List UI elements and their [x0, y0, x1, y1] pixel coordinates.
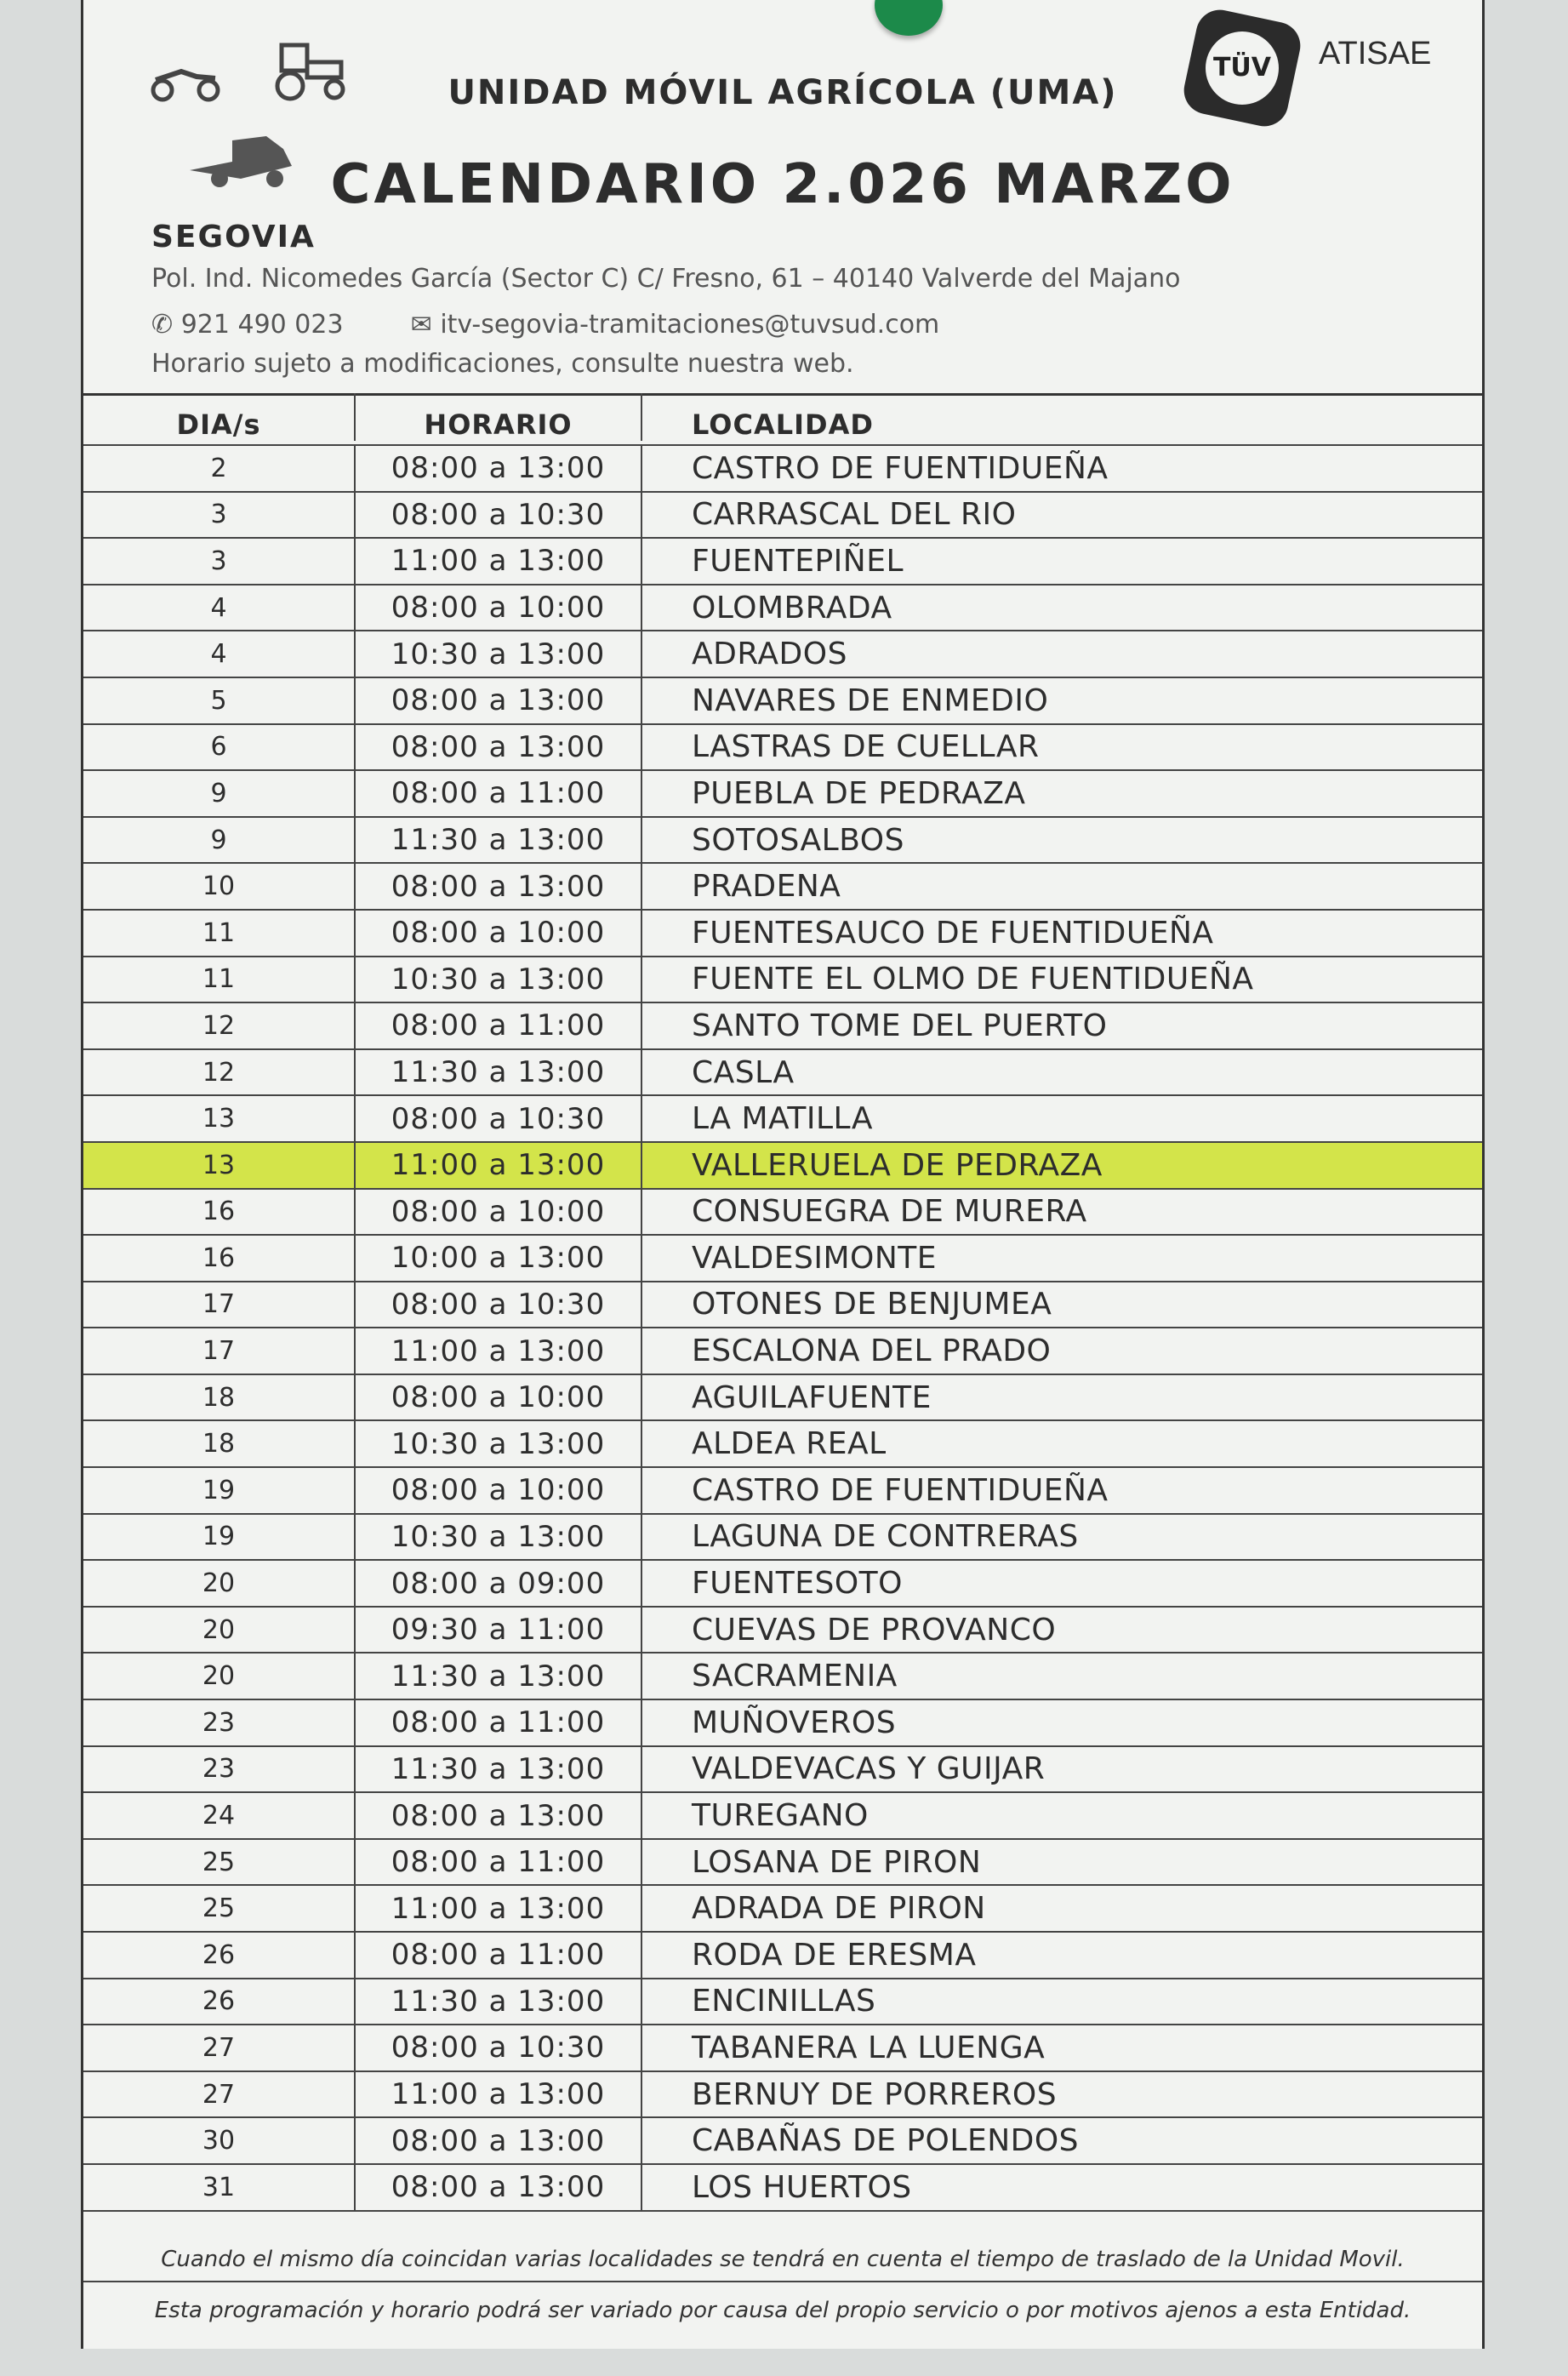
table-row — [83, 2165, 1482, 2212]
cell-horario: 08:00 a 10:30 — [356, 2025, 642, 2070]
cell-dia: 9 — [83, 771, 356, 816]
table-header — [83, 393, 1482, 446]
cell-horario: 08:00 a 10:00 — [356, 1190, 642, 1235]
unit-title: UNIDAD MÓVIL AGRÍCOLA (UMA) — [448, 73, 1118, 112]
cell-dia: 27 — [83, 2025, 356, 2070]
city-name: SEGOVIA — [151, 220, 316, 254]
cell-localidad: LOS HUERTOS — [692, 2169, 912, 2205]
schedule-table — [83, 393, 1482, 2212]
column-header-dia: DIA/s — [83, 393, 356, 441]
cell-dia: 25 — [83, 1886, 356, 1931]
cell-horario: 08:00 a 10:30 — [356, 1282, 642, 1328]
cell-dia: 3 — [83, 539, 356, 584]
cell-localidad: CASTRO DE FUENTIDUEÑA — [692, 1472, 1109, 1508]
footer-note-1: Cuando el mismo día coincidan varias localidades se tendrá en cuenta el tiempo de traslado de la Unidad Movil. — [161, 2247, 1405, 2272]
cell-horario: 08:00 a 10:00 — [356, 585, 642, 631]
calendar-title: CALENDARIO 2.026 MARZO — [330, 153, 1235, 216]
cell-horario: 08:00 a 10:30 — [356, 493, 642, 538]
cell-dia: 11 — [83, 957, 356, 1002]
cell-dia: 20 — [83, 1608, 356, 1653]
cell-dia: 26 — [83, 1933, 356, 1978]
cell-dia: 10 — [83, 864, 356, 909]
calendar-sheet — [81, 0, 1485, 2349]
cell-dia: 16 — [83, 1190, 356, 1235]
cell-dia: 31 — [83, 2165, 356, 2210]
cell-horario: 10:00 a 13:00 — [356, 1236, 642, 1281]
cell-horario: 11:30 a 13:00 — [356, 818, 642, 863]
phone-number: 921 490 023 — [180, 310, 344, 340]
cell-localidad: SACRAMENIA — [692, 1659, 898, 1694]
footer-divider — [83, 2281, 1482, 2282]
table-row — [83, 446, 1482, 493]
column-header-horario: HORARIO — [356, 393, 642, 441]
cell-horario: 10:30 a 13:00 — [356, 957, 642, 1002]
cell-dia: 24 — [83, 1793, 356, 1838]
mail-icon: ✉ — [410, 310, 432, 340]
table-body — [83, 446, 1482, 2212]
cell-localidad: MUÑOVEROS — [692, 1705, 897, 1740]
cell-dia: 19 — [83, 1468, 356, 1513]
cell-horario: 11:30 a 13:00 — [356, 1979, 642, 2025]
cell-localidad: VALDEVACAS Y GUIJAR — [692, 1751, 1046, 1787]
cell-horario: 10:30 a 13:00 — [356, 1515, 642, 1560]
phone-icon: ✆ — [151, 310, 174, 340]
tuv-logo — [1179, 5, 1304, 130]
cell-localidad: CABAÑAS DE POLENDOS — [692, 2123, 1080, 2159]
cell-localidad: CUEVAS DE PROVANCO — [692, 1612, 1057, 1648]
cell-horario: 08:00 a 13:00 — [356, 678, 642, 723]
cell-dia: 13 — [83, 1143, 356, 1188]
cell-horario: 08:00 a 11:00 — [356, 1933, 642, 1978]
cell-localidad: VALDESIMONTE — [692, 1240, 938, 1276]
cell-localidad: ENCINILLAS — [692, 1984, 876, 2019]
cell-dia: 3 — [83, 493, 356, 538]
cell-horario: 11:00 a 13:00 — [356, 1143, 642, 1188]
table-row — [83, 1933, 1482, 1979]
cell-localidad: LAGUNA DE CONTRERAS — [692, 1519, 1079, 1555]
cell-localidad: TUREGANO — [692, 1798, 869, 1834]
partner-name: ATISAE — [1319, 36, 1432, 71]
cell-horario: 08:00 a 13:00 — [356, 725, 642, 770]
header — [83, 0, 1482, 396]
cell-localidad: FUENTE EL OLMO DE FUENTIDUEÑA — [692, 962, 1254, 997]
table-row — [83, 1979, 1482, 2026]
table-row — [83, 1608, 1482, 1654]
cell-horario: 08:00 a 10:30 — [356, 1096, 642, 1141]
cell-localidad: ADRADA DE PIRON — [692, 1891, 986, 1927]
cell-dia: 18 — [83, 1375, 356, 1420]
table-row — [83, 2072, 1482, 2119]
cell-dia: 23 — [83, 1747, 356, 1792]
cell-horario: 08:00 a 10:00 — [356, 1375, 642, 1420]
cell-dia: 20 — [83, 1561, 356, 1606]
cell-dia: 9 — [83, 818, 356, 863]
table-row — [83, 957, 1482, 1004]
address: Pol. Ind. Nicomedes García (Sector C) C/ Fresno, 61 – 40140 Valverde del Majano — [151, 264, 1181, 294]
cell-dia: 6 — [83, 725, 356, 770]
cell-horario: 08:00 a 10:00 — [356, 911, 642, 956]
cell-horario: 08:00 a 13:00 — [356, 446, 642, 491]
cell-localidad: RODA DE ERESMA — [692, 1937, 977, 1973]
cell-dia: 5 — [83, 678, 356, 723]
table-row — [83, 864, 1482, 911]
cell-horario: 08:00 a 11:00 — [356, 771, 642, 816]
table-row — [83, 2118, 1482, 2165]
cell-localidad: BERNUY DE PORREROS — [692, 2076, 1058, 2112]
cell-horario: 08:00 a 11:00 — [356, 1840, 642, 1885]
cell-horario: 10:30 a 13:00 — [356, 1421, 642, 1466]
cell-dia: 4 — [83, 585, 356, 631]
table-row — [83, 1747, 1482, 1794]
table-row — [83, 1561, 1482, 1608]
cell-dia: 23 — [83, 1700, 356, 1745]
cell-horario: 08:00 a 11:00 — [356, 1003, 642, 1048]
cell-horario: 08:00 a 09:00 — [356, 1561, 642, 1606]
cell-dia: 13 — [83, 1096, 356, 1141]
table-row — [83, 1468, 1482, 1515]
cell-dia: 11 — [83, 911, 356, 956]
cell-localidad: FUENTESAUCO DE FUENTIDUEÑA — [692, 915, 1214, 951]
cell-dia: 27 — [83, 2072, 356, 2117]
cell-localidad: OTONES DE BENJUMEA — [692, 1287, 1052, 1322]
cell-dia: 26 — [83, 1979, 356, 2025]
cell-dia: 2 — [83, 446, 356, 491]
table-row — [83, 1700, 1482, 1747]
cell-dia: 4 — [83, 631, 356, 677]
table-row — [83, 725, 1482, 772]
cell-localidad: LA MATILLA — [692, 1101, 874, 1137]
cell-localidad: LOSANA DE PIRON — [692, 1844, 982, 1880]
email-address: itv-segovia-tramitaciones@tuvsud.com — [440, 310, 940, 340]
contact-line — [151, 310, 939, 340]
cell-horario: 11:00 a 13:00 — [356, 1328, 642, 1374]
schedule-note: Horario sujeto a modificaciones, consulte nuestra web. — [151, 349, 854, 379]
cell-horario: 08:00 a 10:00 — [356, 1468, 642, 1513]
cell-dia: 12 — [83, 1050, 356, 1095]
footer-note-2: Esta programación y horario podrá ser variado por causa del propio servicio o por motivos ajenos a esta Entidad. — [154, 2298, 1411, 2323]
cell-dia: 12 — [83, 1003, 356, 1048]
cell-horario: 10:30 a 13:00 — [356, 631, 642, 677]
cell-localidad: ESCALONA DEL PRADO — [692, 1334, 1052, 1369]
table-row — [83, 1236, 1482, 1282]
cell-horario: 11:30 a 13:00 — [356, 1050, 642, 1095]
table-row — [83, 1515, 1482, 1562]
cell-horario: 08:00 a 13:00 — [356, 1793, 642, 1838]
cell-dia: 18 — [83, 1421, 356, 1466]
cell-localidad: CARRASCAL DEL RIO — [692, 497, 1017, 533]
table-row — [83, 1328, 1482, 1375]
cell-localidad: SOTOSALBOS — [692, 822, 904, 858]
cell-horario: 11:00 a 13:00 — [356, 2072, 642, 2117]
cell-localidad: TABANERA LA LUENGA — [692, 2030, 1046, 2065]
table-row — [83, 1793, 1482, 1840]
table-row — [83, 2025, 1482, 2072]
cell-localidad: LASTRAS DE CUELLAR — [692, 729, 1040, 765]
cell-localidad: FUENTESOTO — [692, 1566, 903, 1602]
cell-localidad: ALDEA REAL — [692, 1426, 887, 1462]
cell-dia: 30 — [83, 2118, 356, 2163]
cell-dia: 20 — [83, 1653, 356, 1699]
table-row — [83, 771, 1482, 818]
cell-horario: 11:00 a 13:00 — [356, 539, 642, 584]
table-row — [83, 1282, 1482, 1329]
cell-dia: 25 — [83, 1840, 356, 1885]
table-row — [83, 1096, 1482, 1143]
table-row — [83, 1886, 1482, 1933]
table-row — [83, 493, 1482, 540]
table-row — [83, 1375, 1482, 1422]
cell-horario: 11:30 a 13:00 — [356, 1747, 642, 1792]
table-row — [83, 1653, 1482, 1700]
table-row — [83, 539, 1482, 585]
cell-horario: 09:30 a 11:00 — [356, 1608, 642, 1653]
column-header-localidad: LOCALIDAD — [692, 408, 874, 441]
cell-localidad: CASTRO DE FUENTIDUEÑA — [692, 450, 1109, 486]
cell-localidad: CONSUEGRA DE MURERA — [692, 1194, 1087, 1230]
cell-horario: 08:00 a 13:00 — [356, 864, 642, 909]
table-row — [83, 1840, 1482, 1887]
cell-dia: 16 — [83, 1236, 356, 1281]
cell-localidad: ADRADOS — [692, 637, 847, 672]
cell-localidad: OLOMBRADA — [692, 590, 892, 625]
cell-localidad: NAVARES DE ENMEDIO — [692, 683, 1049, 718]
tuv-logo-text: TÜV — [1206, 31, 1279, 105]
table-row — [83, 678, 1482, 725]
cell-horario: 08:00 a 13:00 — [356, 2118, 642, 2163]
cell-localidad: CASLA — [692, 1054, 795, 1090]
cell-horario: 11:00 a 13:00 — [356, 1886, 642, 1931]
cell-horario: 11:30 a 13:00 — [356, 1653, 642, 1699]
table-row — [83, 1421, 1482, 1468]
table-row — [83, 1050, 1482, 1097]
table-row — [83, 585, 1482, 632]
cell-localidad: AGUILAFUENTE — [692, 1379, 932, 1415]
table-row — [83, 631, 1482, 678]
cell-horario: 08:00 a 11:00 — [356, 1700, 642, 1745]
cell-localidad: SANTO TOME DEL PUERTO — [692, 1008, 1108, 1043]
table-row — [83, 911, 1482, 957]
table-row — [83, 818, 1482, 865]
cell-localidad: FUENTEPIÑEL — [692, 543, 904, 579]
cell-horario: 08:00 a 13:00 — [356, 2165, 642, 2210]
table-row — [83, 1003, 1482, 1050]
cell-dia: 19 — [83, 1515, 356, 1560]
table-row — [83, 1190, 1482, 1237]
cell-dia: 17 — [83, 1282, 356, 1328]
cell-localidad: PRADENA — [692, 869, 841, 905]
table-row — [83, 1143, 1482, 1190]
cell-localidad: VALLERUELA DE PEDRAZA — [692, 1147, 1103, 1183]
cell-localidad: PUEBLA DE PEDRAZA — [692, 775, 1026, 811]
cell-dia: 17 — [83, 1328, 356, 1374]
